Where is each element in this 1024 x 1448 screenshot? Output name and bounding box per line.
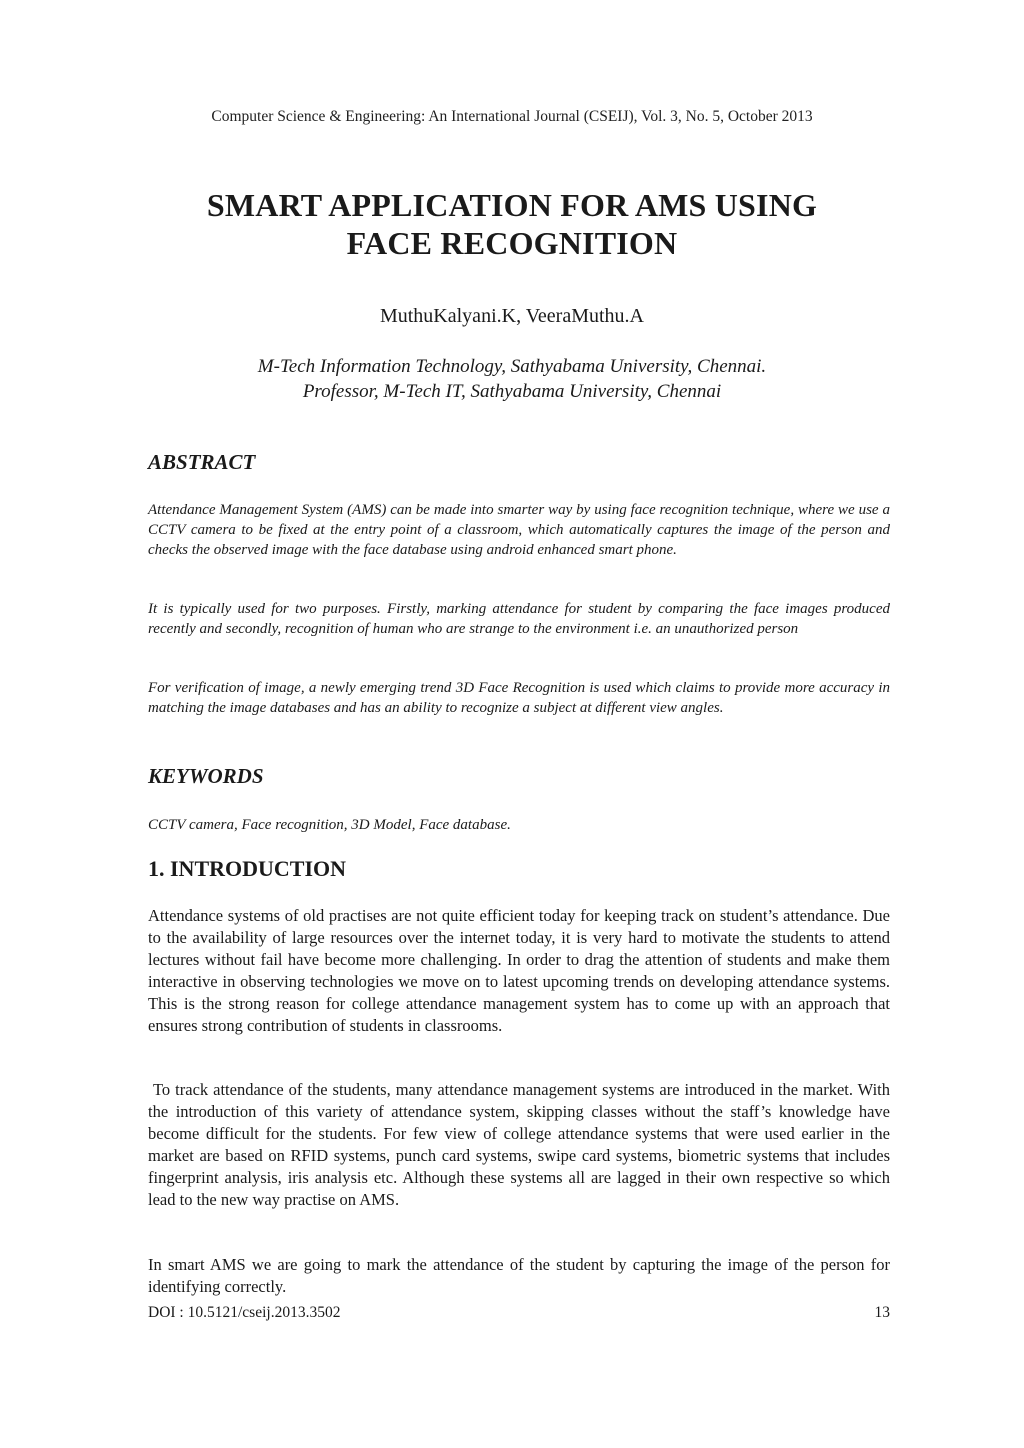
affiliation-1: M-Tech Information Technology, Sathyabama University, Chennai.	[257, 356, 767, 377]
page-footer	[148, 1304, 890, 1322]
authors: MuthuKalyani.K, VeeraMuthu.A	[379, 305, 645, 327]
paper-title	[0, 186, 1024, 262]
title-line-2: FACE RECOGNITION	[346, 225, 678, 261]
running-header: Computer Science & Engineering: An International Journal (CSEIJ), Vol. 3, No. 5, October 2013	[211, 108, 813, 125]
abstract-heading-block	[148, 450, 890, 475]
intro-paragraph-block-3	[148, 1254, 890, 1298]
intro-paragraph-block-1	[148, 905, 890, 1037]
introduction-heading-block	[148, 856, 890, 882]
intro-paragraph-block-2	[148, 1079, 895, 1211]
keywords-heading: KEYWORDS	[148, 764, 264, 788]
intro-paragraph-3: In smart AMS we are going to mark the attendance of the student by capturing the image of the person for identifying correctly.	[148, 1255, 890, 1296]
title-line-1: SMART APPLICATION FOR AMS USING	[206, 187, 818, 223]
abstract-paragraph-1: Attendance Management System (AMS) can be made into smarter way by using face recognition technique, where we use a CCTV camera to be fixed at the entry point of a classroom, which automatically captures the image of the person and checks the observed image with the face database using android enhanced smart phone.	[148, 502, 890, 558]
intro-paragraph-1: Attendance systems of old practises are not quite efficient today for keeping track on student’s attendance. Due to the availability of large resources over the internet today, it is very hard to motivate the students to attend lectures without fail have become more challenging. In order to drag the attention of students and make them interactive in observing technologies we move on to latest upcoming trends on developing attendance systems. This is the strong reason for college attendance management system has to come up with an approach that ensures strong contribution of students in classrooms.	[148, 906, 890, 1035]
affiliation-2: Professor, M-Tech IT, Sathyabama University, Chennai	[302, 381, 722, 402]
keywords-text: CCTV camera, Face recognition, 3D Model, Face database.	[148, 817, 511, 833]
introduction-heading: 1. INTRODUCTION	[148, 856, 347, 881]
keywords-heading-block	[148, 764, 890, 789]
intro-paragraph-2: To track attendance of the students, many attendance management systems are introduced in the market. With the introduction of this variety of attendance system, skipping classes without the staff’s knowledge have become difficult for the students. For few view of college attendance systems that were used earlier in the market are based on RFID systems, punch card systems, swipe card systems, biometric systems that includes fingerprint analysis, iris analysis etc. Although these systems all are lagged in their own respective so which lead to the new way practise on AMS.	[148, 1080, 895, 1209]
abstract-paragraph-block-3	[148, 678, 890, 718]
abstract-paragraph-block-2	[148, 599, 890, 639]
doi-text: DOI : 10.5121/cseij.2013.3502	[148, 1304, 341, 1321]
abstract-paragraph-3: For verification of image, a newly emerging trend 3D Face Recognition is used which claims to provide more accuracy in matching the image databases and has an ability to recognize a subject at different view angles.	[148, 680, 890, 716]
abstract-paragraph-block-1	[148, 500, 890, 560]
abstract-heading: ABSTRACT	[148, 450, 256, 474]
page-number: 13	[874, 1304, 890, 1321]
affiliations	[0, 354, 1024, 404]
keywords-text-block	[148, 815, 890, 835]
abstract-paragraph-2: It is typically used for two purposes. Firstly, marking attendance for student by comparing the face images produced recently and secondly, recognition of human who are strange to the environment i.e. an unauthorized person	[148, 601, 890, 637]
